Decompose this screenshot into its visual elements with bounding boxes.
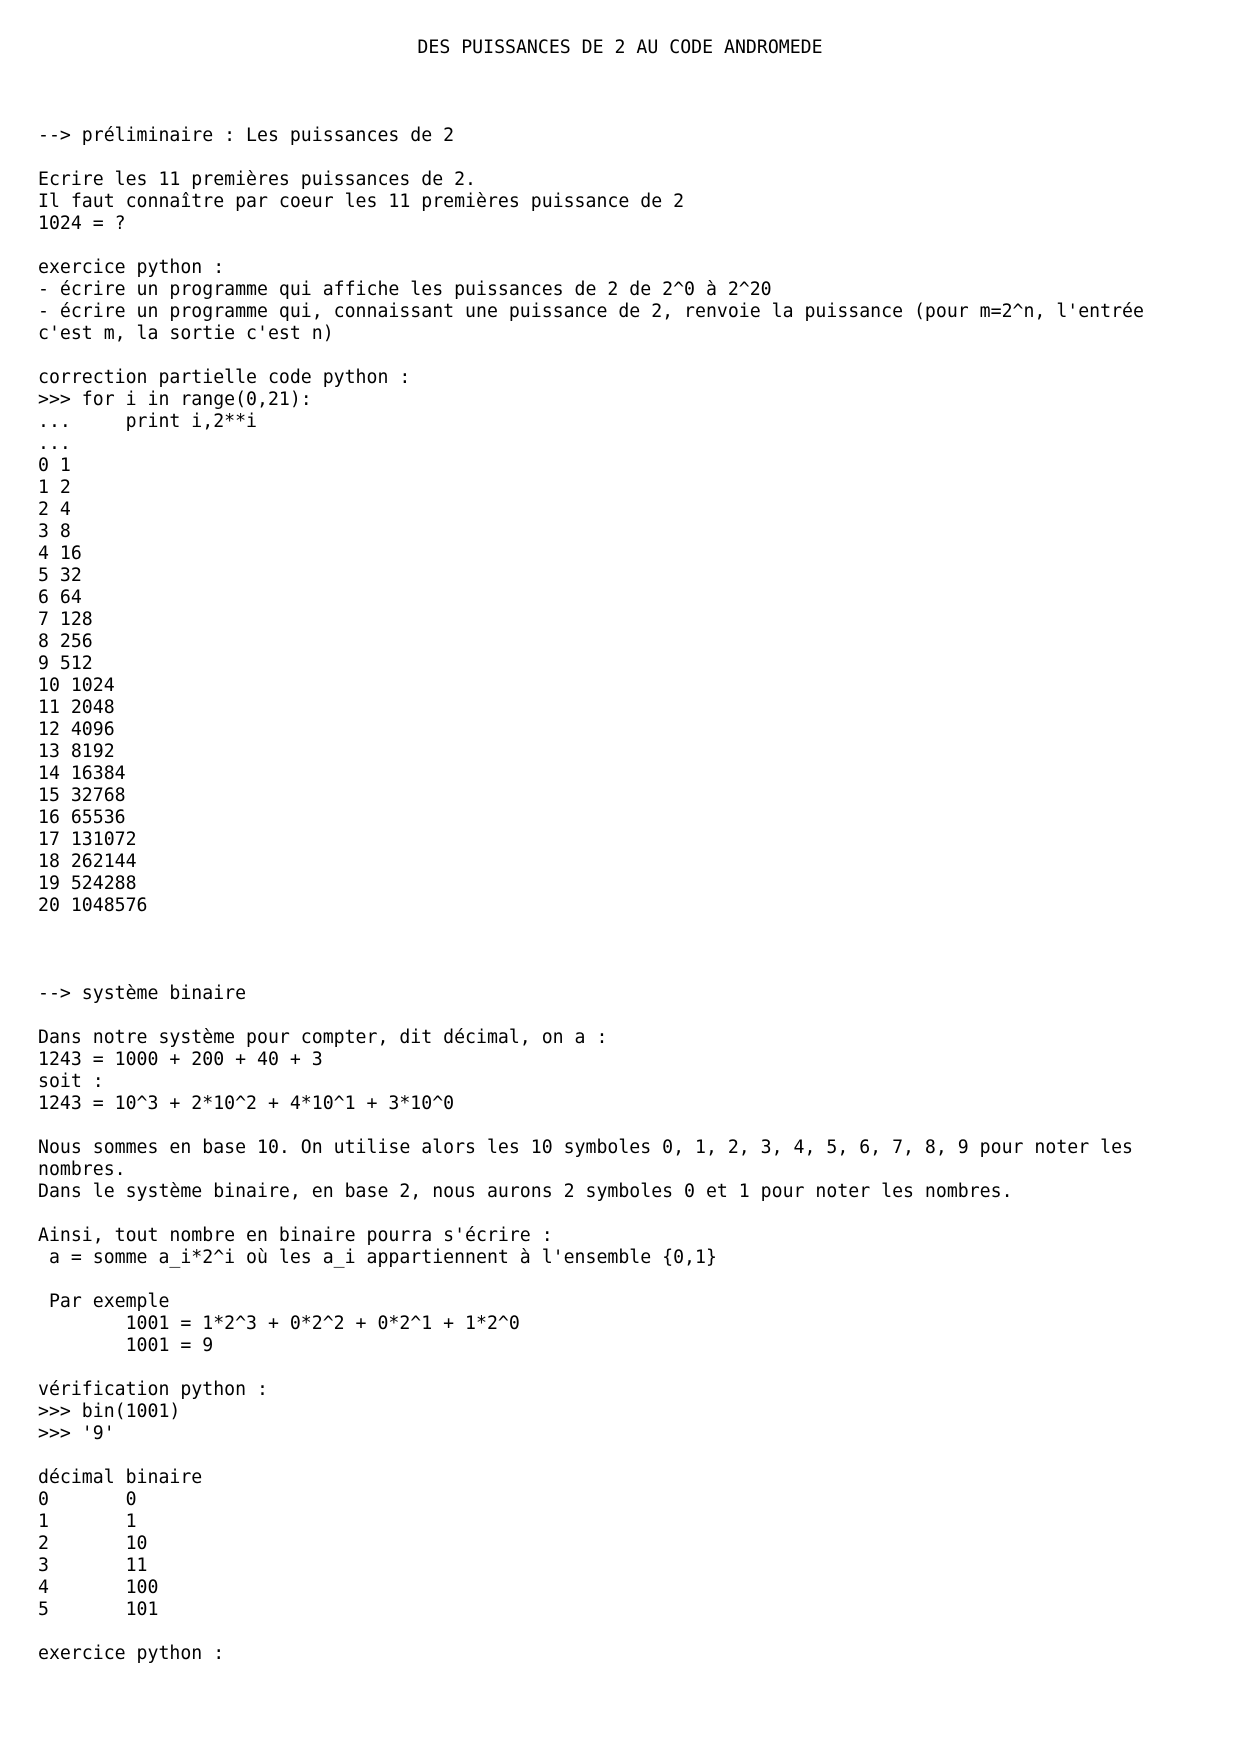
document-body-text: --> préliminaire : Les puissances de 2 Ecrire les 11 premières puissances de 2. Il faut connaître par coeur les 11 premières puissance de 2 1024 = ? exercice python : - écrire un programme qui affiche les puissances de 2 de 2^0 à 2^20 - écrire un programme qui, connaissant une puissance de 2, renvoie la puissance (pour m=2^n, l'entrée c'est m, la sortie c'est n) correction partielle code python : >>> for i in range(0,21): ... print i,2**i ... 0 1 1 2 2 4 3 8 4 16 5 32 6 64 7 128 8 256 9 512 10 1024 11 2048 12 4096 13 8192 14 16384 15 32768 16 65536 17 131072 18 262144 19 524288 20 1048576 --> système binaire Dans notre système pour compter, dit décimal, on a : 1243 = 1000 + 200 + 40 + 3 soit : 1243 = 10^3 + 2*10^2 + 4*10^1 + 3*10^0 Nous sommes en base 10. On utilise alors les 10 symboles 0, 1, 2, 3, 4, 5, 6, 7, 8, 9 pour noter les nombres. Dans le système binaire, en base 2, nous aurons 2 symboles 0 et 1 pour noter les nombres. Ainsi, tout nombre en binaire pourra s'écrire : a = somme a_i*2^i où les a_i appartiennent à l'ensemble {0,1} Par exemple 1001 = 1*2^3 + 0*2^2 + 0*2^1 + 1*2^0 1001 = 9 vérification python : >>> bin(1001) >>> '9' décimal binaire 0 0 1 1 2 10 3 11 4 100 5 101 exercice python : — [38, 125, 1144, 1664]
document-title: DES PUISSANCES DE 2 AU CODE ANDROMEDE — [417, 37, 823, 58]
